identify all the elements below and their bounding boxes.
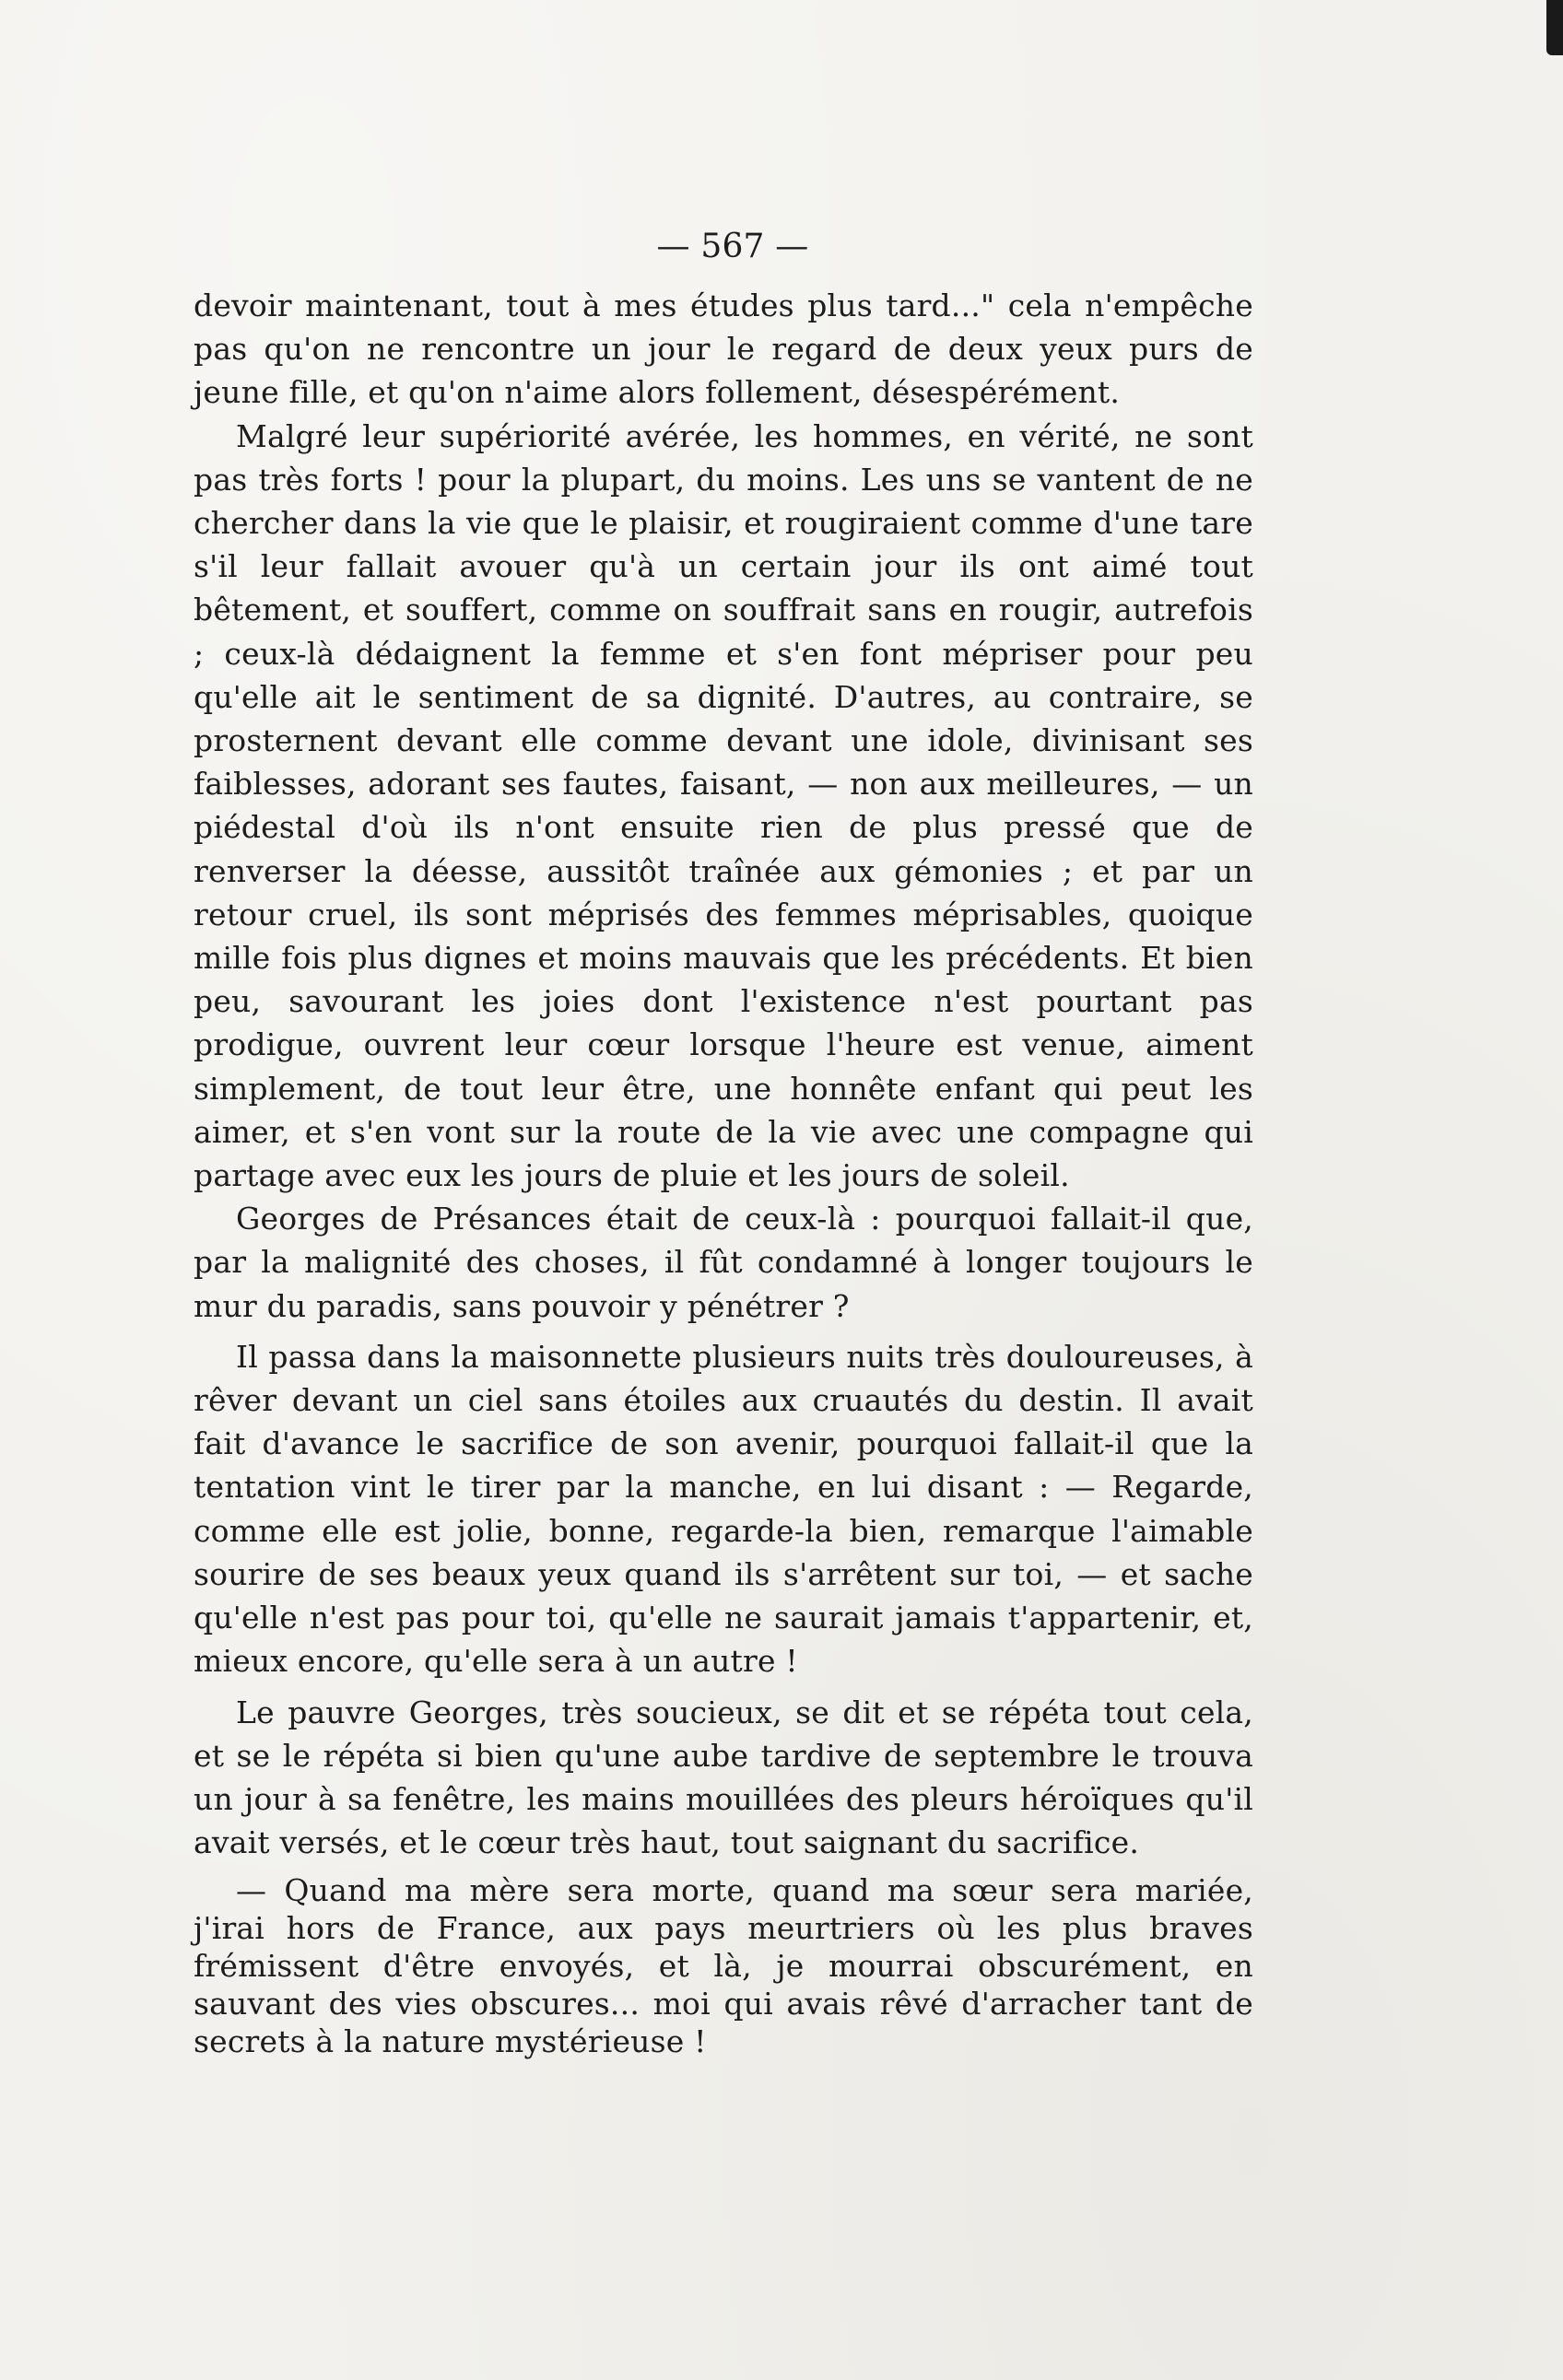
page-number: — 567 —	[656, 228, 809, 265]
paragraph-6: — Quand ma mère sera morte, quand ma sœur sera mariée, j'irai hors de France, aux pays meurtriers où les plus braves frémissent d'être envoyés, et là, je mourrai obscurément, en sauvant des vies obscures... moi qui avais rêvé d'arracher tant de secrets à la nature mystérieuse !	[194, 1872, 1253, 2060]
paragraph-3: Georges de Présances était de ceux-là : pourquoi fallait-il que, par la malignité des choses, il fût condamné à longer toujours le mur du paradis, sans pouvoir y pénétrer ?	[194, 1201, 1253, 1324]
paragraph-1: devoir maintenant, tout à mes études plus tard..." cela n'empêche pas qu'on ne rencontre un jour le regard de deux yeux purs de jeune fille, et qu'on n'aime alors follement, désespérément.	[194, 287, 1253, 411]
paragraph-2: Malgré leur supériorité avérée, les hommes, en vérité, ne sont pas très forts ! pour la plupart, du moins. Les uns se vantent de ne chercher dans la vie que le plaisir, et rougiraient comme d'une tare s'il leur fallait avouer qu'à un certain jour ils ont aimé tout bêtement, et souffert, comme on souffrait sans en rougir, autrefois ; ceux-là dédaignent la femme et s'en font mépriser pour peu qu'elle ait le sentiment de sa dignité. D'autres, au contraire, se prosternent devant elle comme devant une idole, divinisant ses faiblesses, adorant ses fautes, faisant, — non aux meilleures, — un piédestal d'où ils n'ont ensuite rien de plus pressé que de renverser la déesse, aussitôt traînée aux gémonies ; et par un retour cruel, ils sont méprisés des femmes méprisables, quoique mille fois plus dignes et moins mauvais que les précédents. Et bien peu, savourant les joies dont l'existence n'est pourtant pas prodigue, ouvrent leur cœur lorsque l'heure est venue, aiment simplement, de tout leur être, une honnête enfant qui peut les aimer, et s'en vont sur la route de la vie avec une compagne qui partage avec eux les jours de pluie et les jours de soleil.	[194, 417, 1253, 1194]
text-body	[194, 219, 1253, 2060]
scan-edge-mark	[1546, 0, 1563, 55]
paragraph-5: Le pauvre Georges, très soucieux, se dit et se répéta tout cela, et se le répéta si bien qu'une aube tardive de septembre le trouva un jour à sa fenêtre, les mains mouillées des pleurs héroïques qu'il avait versés, et le cœur très haut, tout saignant du sacrifice.	[194, 1694, 1253, 1861]
paragraph-4: Il passa dans la maisonnette plusieurs nuits très douloureuses, à rêver devant un ciel sans étoiles aux cruautés du destin. Il avait fait d'avance le sacrifice de son avenir, pourquoi fallait-il que la tentation vint le tirer par la manche, en lui disant : — Regarde, comme elle est jolie, bonne, regarde-la bien, remarque l'aimable sourire de ses beaux yeux quand ils s'arrêtent sur toi, — et sache qu'elle n'est pas pour toi, qu'elle ne saurait jamais t'appartenir, et, mieux encore, qu'elle sera à un autre !	[194, 1338, 1253, 1680]
